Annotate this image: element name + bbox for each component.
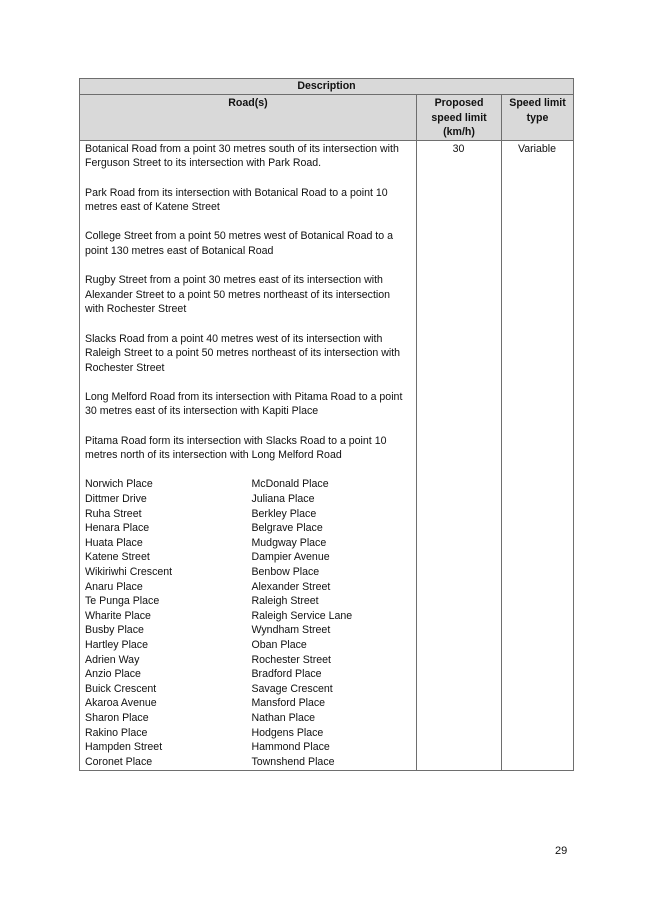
roads-cell (80, 140, 417, 771)
place-item: Henara Place (85, 522, 150, 535)
place-item: Mudgway Place (251, 536, 327, 549)
place-item: Belgrave Place (251, 522, 323, 535)
place-item: Coronet Place (85, 755, 153, 768)
place-item: Wharite Place (85, 609, 151, 622)
place-item: Akaroa Avenue (85, 697, 157, 710)
speed-limit-value: 30 (417, 140, 502, 771)
road-description: Pitama Road form its intersection with Slacks Road to a point 10 metres north of its intersection with Long Melford Road (85, 434, 387, 462)
place-item: Katene Street (85, 551, 150, 564)
place-item: Juliana Place (251, 493, 315, 506)
speed-limit-table (79, 78, 574, 771)
place-item: Benbow Place (251, 566, 320, 578)
place-item: Nathan Place (251, 711, 316, 724)
place-item: Raleigh Street (251, 595, 319, 608)
place-item: Sharon Place (85, 711, 149, 724)
place-item: Townshend Place (251, 755, 335, 768)
place-list (85, 477, 410, 770)
place-item: Alexander Street (251, 580, 331, 593)
place-item: Hammond Place (251, 741, 330, 754)
place-item: Oban Place (251, 638, 307, 651)
place-item: Dittmer Drive (85, 493, 147, 506)
place-item: Huata Place (85, 536, 143, 549)
place-item: Rochester Street (251, 653, 331, 666)
place-item: Adrien Way (85, 653, 140, 666)
place-item: McDonald Place (251, 478, 329, 491)
proposed-speed-limit-header: Proposed speed limit (km/h) (417, 95, 502, 141)
road-description: College Street from a point 50 metres west of Botanical Road to a point 130 metres east of Botanical Road (85, 230, 393, 257)
speed-limit-type-value: Variable (502, 140, 574, 771)
place-item: Ruha Street (85, 507, 142, 520)
place-item: Hodgens Place (251, 726, 324, 739)
road-description: Park Road from its intersection with Botanical Road to a point 10 metres east of Katene Street (85, 186, 388, 214)
place-item: Rakino Place (85, 726, 148, 739)
place-item: Dampier Avenue (251, 551, 330, 564)
place-item: Raleigh Service Lane (251, 609, 353, 622)
table-row (80, 140, 574, 771)
place-list-column-2 (251, 477, 410, 769)
place-item: Te Punga Place (85, 595, 160, 608)
place-item: Wyndham Street (251, 624, 331, 637)
place-item: Hartley Place (85, 638, 148, 651)
place-item: Anzio Place (85, 668, 141, 681)
place-item: Hampden Street (85, 741, 163, 754)
speed-limit-type-header: Speed limit type (502, 95, 574, 141)
road-description: Rugby Street from a point 30 metres east of its intersection with Alexander Street to a point 50 metres northeast of its intersection with Rochester Street (85, 274, 391, 316)
place-item: Busby Place (85, 624, 144, 637)
road-description: Botanical Road from a point 30 metres south of its intersection with Ferguson Street to its intersection with Park Road. (85, 142, 399, 170)
description-header: Description (80, 79, 574, 95)
place-item: Savage Crescent (251, 682, 333, 695)
road-description: Slacks Road from a point 40 metres west of its intersection with Raleigh Street to a point 50 metres northeast of its intersection with Rochester Street (85, 332, 401, 374)
roads-header: Road(s) (80, 95, 417, 141)
place-item: Anaru Place (85, 580, 143, 593)
place-item: Norwich Place (85, 478, 153, 491)
place-list-column-1 (85, 477, 251, 769)
page-number: 29 (555, 845, 568, 857)
road-description: Long Melford Road from its intersection with Pitama Road to a point 30 metres east of its intersection with Kapiti Place (85, 390, 403, 418)
place-item: Mansford Place (251, 697, 326, 710)
place-item: Wikiriwhi Crescent (85, 566, 173, 578)
place-item: Bradford Place (251, 668, 322, 681)
place-item: Buick Crescent (85, 682, 157, 695)
place-item: Berkley Place (251, 507, 317, 520)
